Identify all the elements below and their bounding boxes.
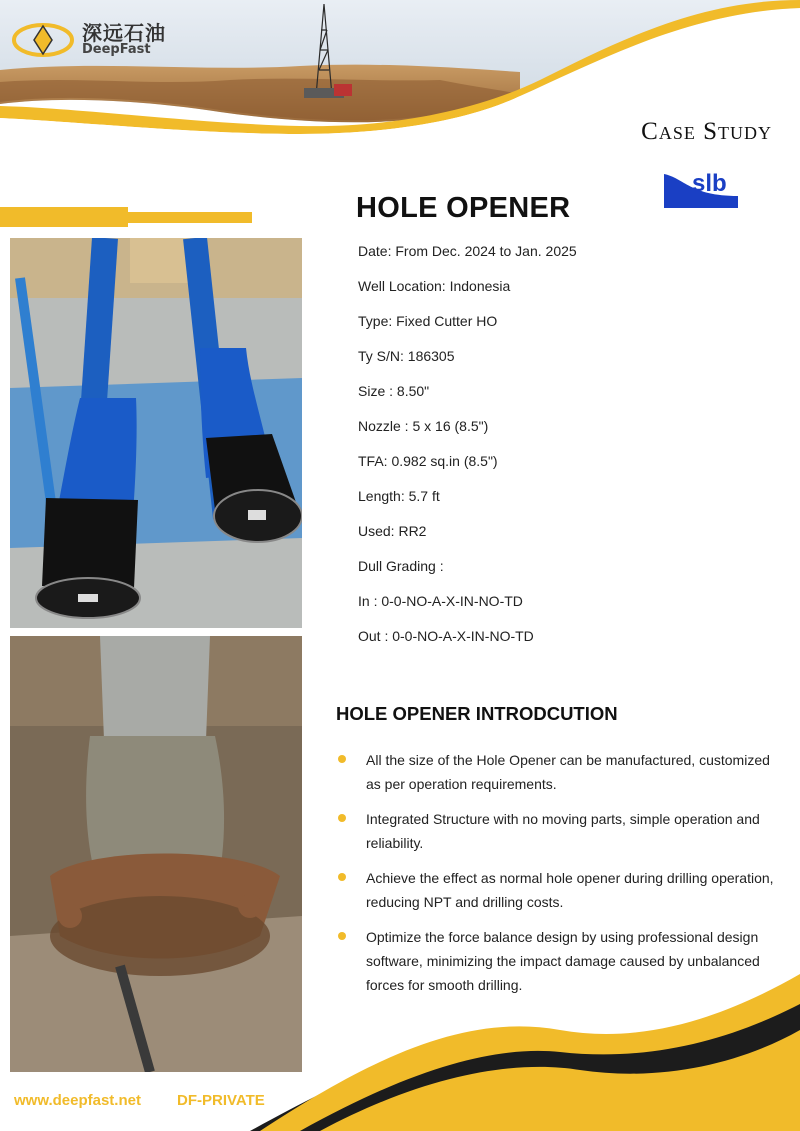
product-title: HOLE OPENER: [356, 192, 571, 224]
brand-logo: [12, 22, 166, 58]
intro-heading: HOLE OPENER INTRODCUTION: [336, 703, 618, 724]
product-photo-rack: [10, 238, 302, 628]
brand-name-cn: 深远石油: [82, 21, 166, 45]
slb-logo-text: slb: [692, 170, 727, 197]
list-item: [336, 748, 776, 796]
bullet-dot-icon: [338, 873, 346, 881]
spec-dull-grading: Dull Grading :: [358, 558, 444, 574]
bullet-dot-icon: [338, 932, 346, 940]
spec-dull-out: Out : 0-0-NO-A-X-IN-NO-TD: [358, 628, 534, 644]
spec-used: Used: RR2: [358, 523, 427, 539]
footer-classification: DF-PRIVATE: [177, 1092, 265, 1109]
spec-tfa: TFA: 0.982 sq.in (8.5"): [358, 453, 498, 469]
bullet-dot-icon: [338, 755, 346, 763]
case-study-label: Case Study: [641, 118, 772, 145]
slb-logo: [664, 166, 738, 208]
bullet-text: Optimize the force balance design by using professional design software, minimizing the impact damage caused by unbalanced forces for smooth drilling.: [366, 929, 760, 993]
spec-nozzle: Nozzle : 5 x 16 (8.5"): [358, 418, 489, 434]
accent-bar-thin: [128, 212, 252, 223]
spec-dull-in: In : 0-0-NO-A-X-IN-NO-TD: [358, 593, 523, 609]
spec-list: [358, 242, 577, 662]
deepfast-emblem-icon: [12, 22, 74, 58]
bullet-text: Integrated Structure with no moving parts, simple operation and reliability.: [366, 811, 760, 851]
spec-well-location: Well Location: Indonesia: [358, 278, 511, 294]
spec-date: Date: From Dec. 2024 to Jan. 2025: [358, 243, 577, 259]
accent-bar: [0, 207, 128, 227]
brand-name-en: DeepFast: [82, 42, 151, 57]
spec-length: Length: 5.7 ft: [358, 488, 440, 504]
bullet-text: Achieve the effect as normal hole opener during drilling operation, reducing NPT and drilling costs.: [366, 870, 774, 910]
spec-size: Size : 8.50": [358, 383, 430, 399]
bullet-text: All the size of the Hole Opener can be manufactured, customized as per operation requirements.: [366, 752, 770, 792]
spec-type: Type: Fixed Cutter HO: [358, 313, 498, 329]
spec-serial: Ty S/N: 186305: [358, 348, 455, 364]
list-item: [336, 866, 776, 914]
footer-website-link[interactable]: www.deepfast.net: [14, 1092, 141, 1109]
list-item: [336, 807, 776, 855]
bullet-dot-icon: [338, 814, 346, 822]
